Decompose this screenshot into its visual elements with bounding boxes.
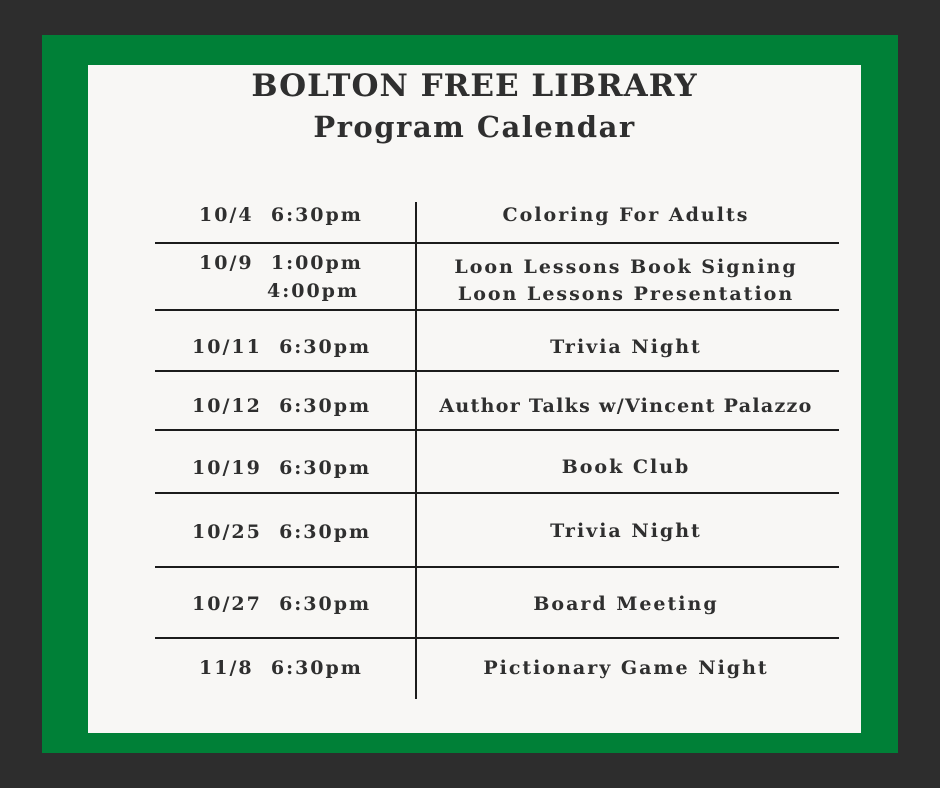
event-datetime <box>192 334 371 361</box>
event-time: 6:30pm <box>270 204 363 226</box>
event-title: Board Meeting <box>533 593 719 615</box>
event-date: 10/11 <box>192 336 262 358</box>
page-subtitle: Program Calendar <box>313 110 636 144</box>
row-divider <box>155 242 839 244</box>
event-time: 6:30pm <box>279 521 372 543</box>
row-divider <box>155 429 839 431</box>
event-date: 11/8 <box>199 657 254 679</box>
event-title: Pictionary Game Night <box>483 657 769 679</box>
event-time-secondary: 4:00pm <box>267 280 360 302</box>
event-date: 10/4 <box>199 204 254 226</box>
event-datetime <box>192 393 371 420</box>
event-time: 6:30pm <box>279 336 372 358</box>
event-date: 10/12 <box>192 395 262 417</box>
event-title: Coloring For Adults <box>502 204 750 226</box>
event-time: 6:30pm <box>270 657 363 679</box>
row-divider <box>155 566 839 568</box>
event-datetime <box>199 655 363 682</box>
event-title <box>406 254 846 308</box>
event-title: Trivia Night <box>550 520 702 542</box>
row-divider <box>155 492 839 494</box>
event-time: 6:30pm <box>279 593 372 615</box>
event-date: 10/27 <box>192 593 262 615</box>
event-date: 10/25 <box>192 521 262 543</box>
row-divider <box>155 309 839 311</box>
event-title-line: Loon Lessons Book Signing <box>454 256 798 278</box>
event-datetime <box>192 455 371 482</box>
event-title: Author Talks w/Vincent Palazzo <box>439 395 813 417</box>
event-time: 6:30pm <box>279 395 372 417</box>
event-datetime <box>192 591 371 618</box>
event-title: Book Club <box>561 456 691 478</box>
event-time: 1:00pm <box>270 252 363 274</box>
row-divider <box>155 370 839 372</box>
event-datetime <box>199 202 363 229</box>
event-date: 10/9 <box>199 252 254 274</box>
event-datetime <box>199 250 363 277</box>
page-title: BOLTON FREE LIBRARY <box>251 68 698 104</box>
event-title-line: Loon Lessons Presentation <box>457 283 795 305</box>
event-time: 6:30pm <box>279 457 372 479</box>
event-datetime <box>192 519 371 546</box>
calendar-card <box>88 65 861 733</box>
row-divider <box>155 637 839 639</box>
event-date: 10/19 <box>192 457 262 479</box>
event-title: Trivia Night <box>550 336 702 358</box>
